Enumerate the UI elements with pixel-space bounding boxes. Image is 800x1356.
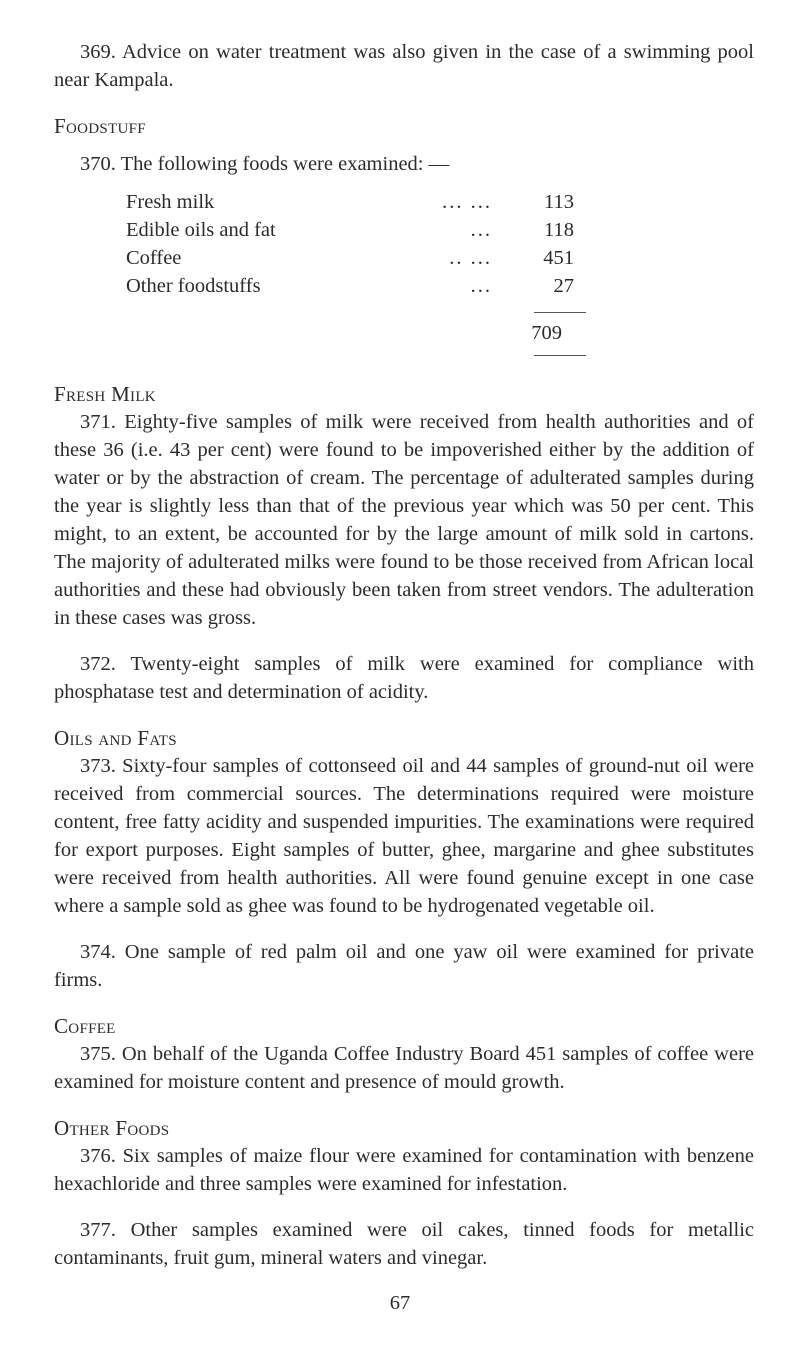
row-leader: .. ... [449, 247, 492, 269]
paragraph-372: 372. Twenty-eight samples of milk were examined for compliance with phosphatase test and determination of acidity. [54, 653, 754, 703]
paragraph-373: 373. Sixty-four samples of cottonseed oil and 44 samples of ground-nut oil were received from commercial sources. The determinations required were moisture content, free fatty acidity and suspended impurities. The examinations were required for export purposes. Eight samples of butter, ghee, margarine and ghee substitutes were received from health authorities. All were found genuine except in one case where a sample sold as ghee was found to be hydrogenated vegetable oil. [54, 755, 754, 917]
heading-foodstuff: Foodstuff [54, 114, 146, 138]
document-page [54, 38, 754, 1272]
row-value: 451 [543, 247, 574, 269]
total-value: 709 [531, 322, 562, 344]
row-leader: ... [470, 219, 492, 241]
page-number: 67 [389, 1292, 411, 1314]
paragraph-375: 375. On behalf of the Uganda Coffee Industry Board 451 samples of coffee were examined for moisture content and presence of mould growth. [54, 1043, 754, 1093]
row-name: Edible oils and fat [126, 219, 276, 241]
total-rule-top [534, 312, 586, 313]
foods-table [126, 188, 601, 356]
paragraph-374: 374. One sample of red palm oil and one yaw oil were examined for private firms. [54, 941, 754, 991]
total-row [126, 319, 601, 347]
row-name: Coffee [126, 247, 182, 269]
heading-oils-and-fats: Oils and Fats [54, 726, 177, 750]
paragraph-370: 370. The following foods were examined: — [80, 153, 450, 175]
heading-other-foods: Other Foods [54, 1116, 170, 1140]
table-row [126, 244, 601, 272]
heading-fresh-milk: Fresh Milk [54, 382, 156, 406]
row-name: Other foodstuffs [126, 275, 261, 297]
row-name: Fresh milk [126, 191, 215, 213]
row-leader: ... ... [442, 191, 492, 213]
table-row [126, 188, 601, 216]
paragraph-376: 376. Six samples of maize flour were examined for contamination with benzene hexachloride and three samples were examined for infestation. [54, 1145, 754, 1195]
row-leader: ... [470, 275, 492, 297]
row-value: 27 [553, 275, 574, 297]
paragraph-371: 371. Eighty-five samples of milk were received from health authorities and of these 36 (i.e. 43 per cent) were found to be impoverished either by the addition of water or by the abstraction of cream. The percentage of adulterated samples during the year is slightly less than that of the previous year which was 50 per cent. This might, to an extent, be accounted for by the large amount of milk sold in cartons. The majority of adulterated milks were found to be those received from African local authorities and these had obviously been taken from street vendors. The adulteration in these cases was gross. [54, 411, 754, 629]
paragraph-369: 369. Advice on water treatment was also given in the case of a swimming pool near Kampala. [54, 41, 754, 91]
row-value: 113 [544, 191, 574, 213]
table-row [126, 272, 601, 300]
row-value: 118 [544, 219, 574, 241]
table-row [126, 216, 601, 244]
paragraph-377: 377. Other samples examined were oil cakes, tinned foods for metallic contaminants, fruit gum, mineral waters and vinegar. [54, 1219, 754, 1269]
heading-coffee: Coffee [54, 1014, 116, 1038]
